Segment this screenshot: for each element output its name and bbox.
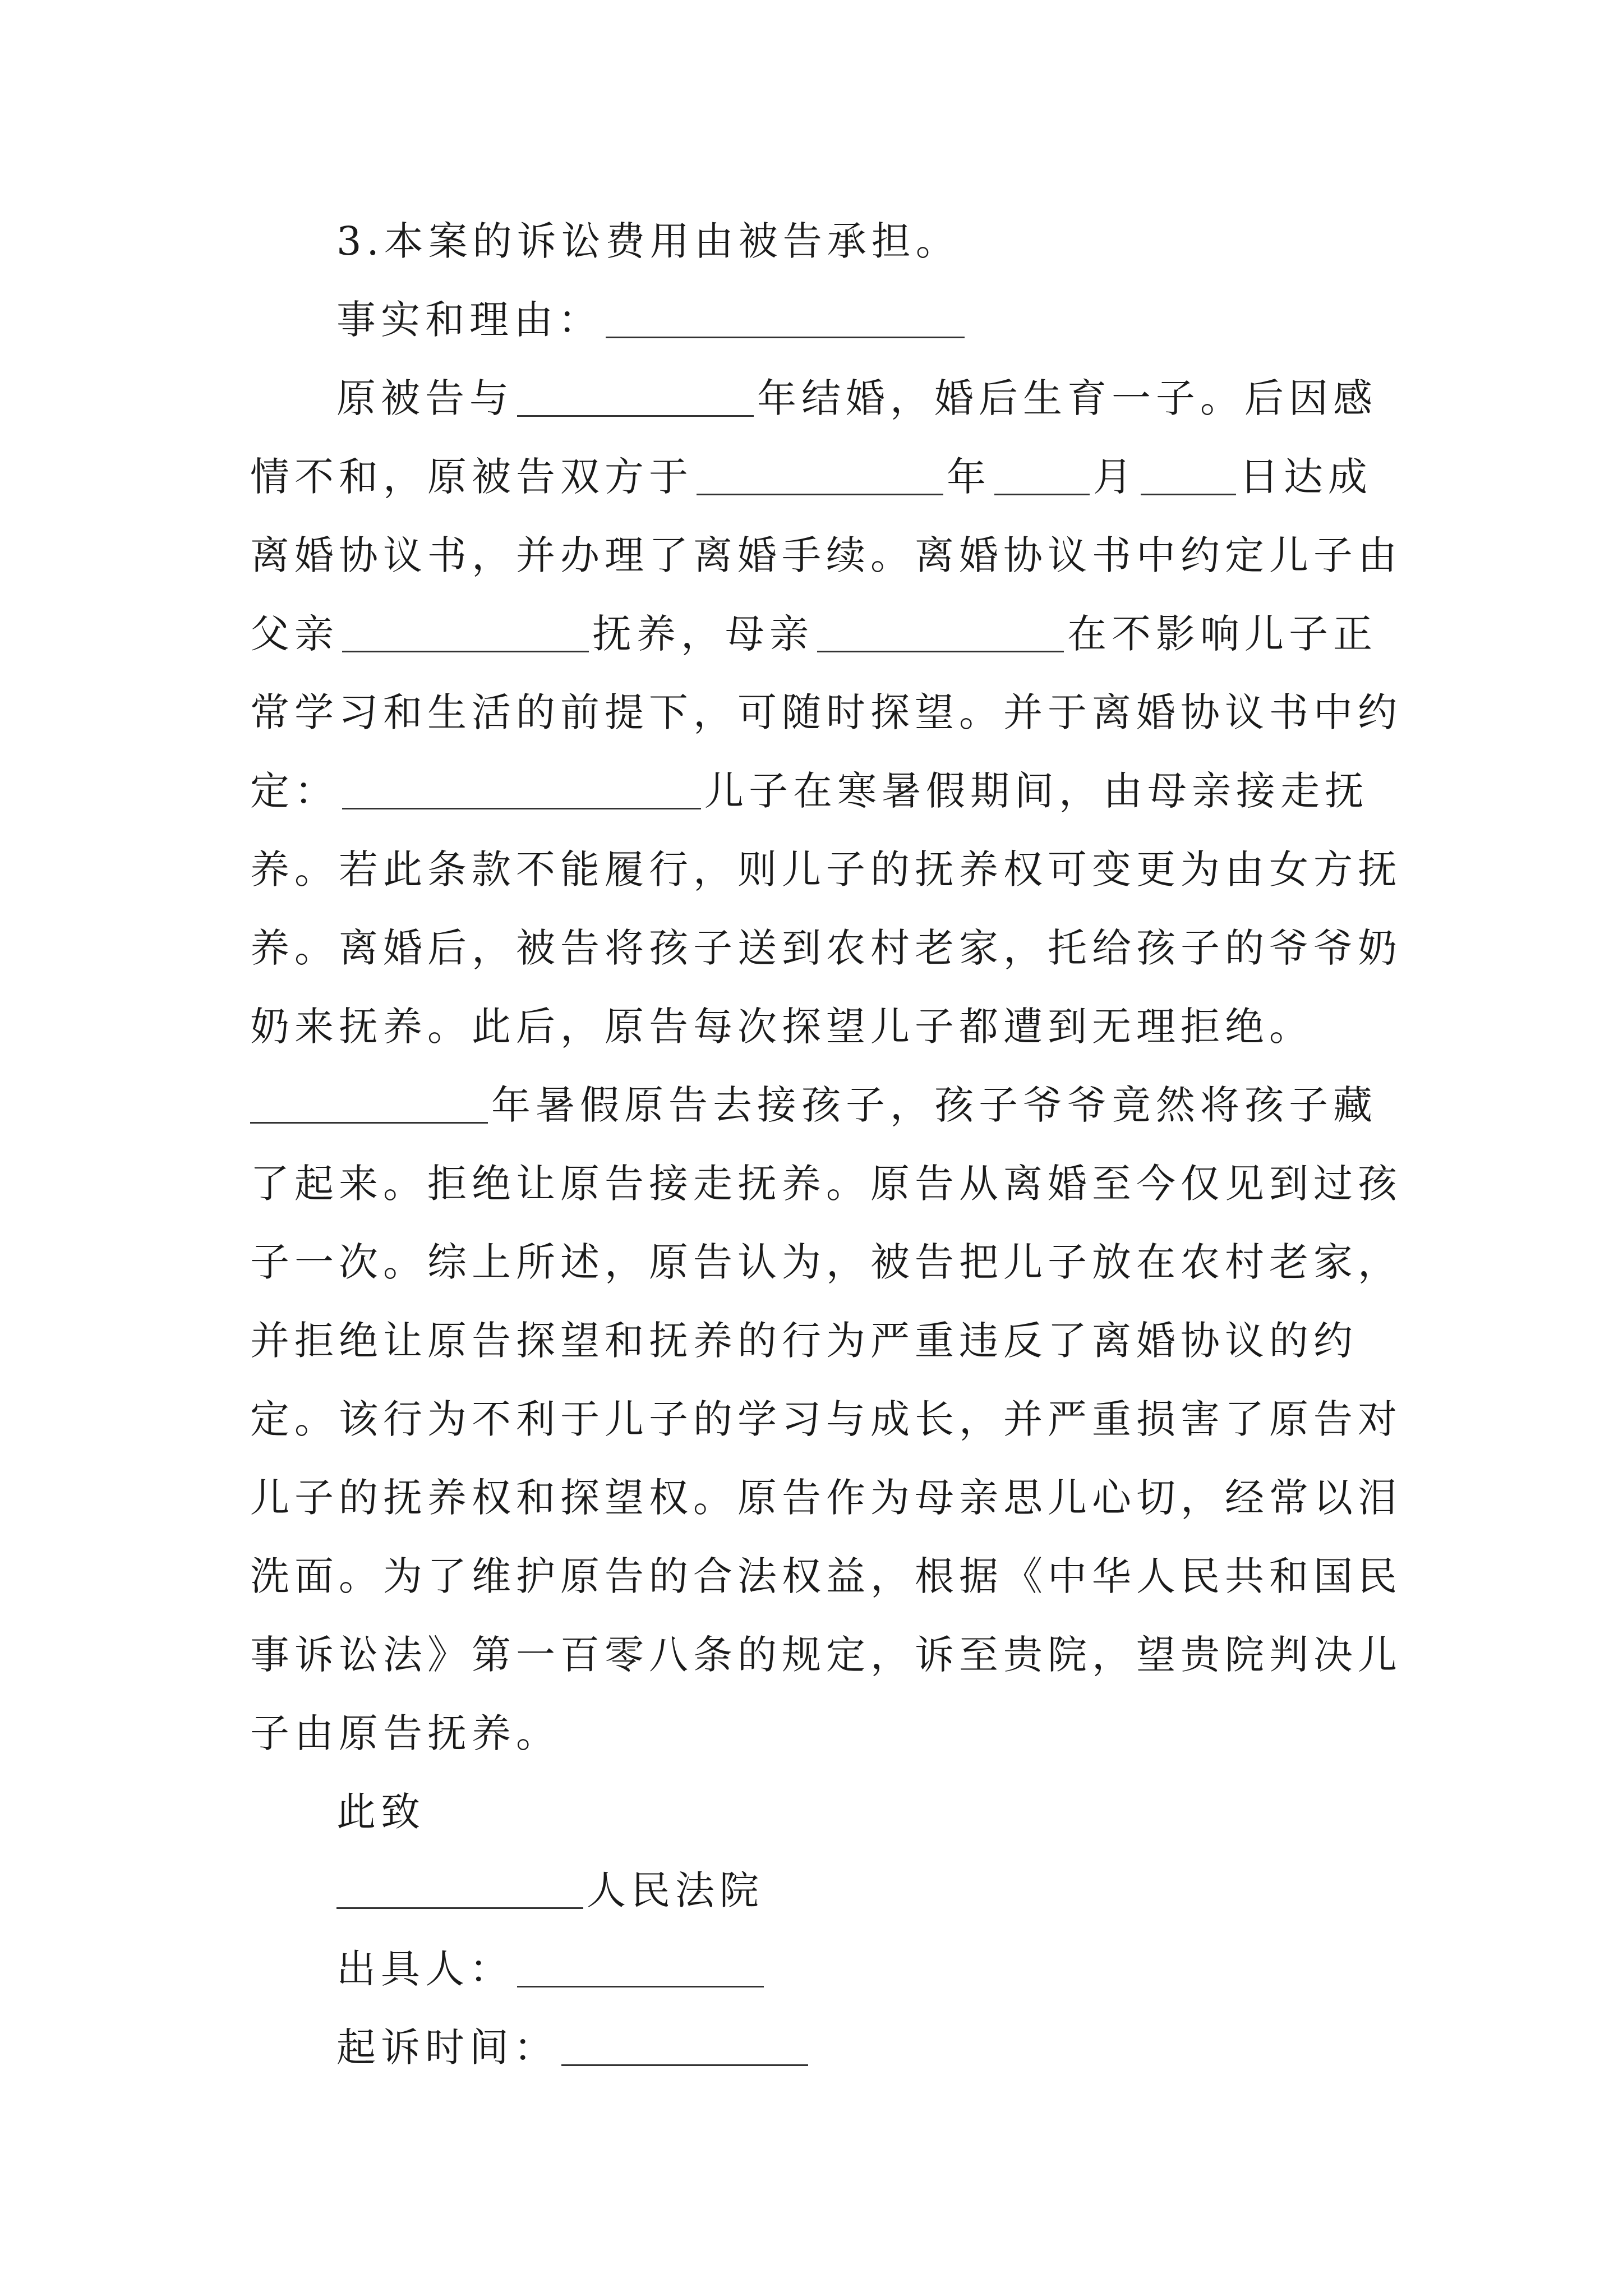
paragraph-line-5: 常学习和生活的前提下，可随时探望。并于离婚协议书中约 [250, 689, 1402, 735]
paragraph-line-7: 养。若此条款不能履行，则儿子的抚养权可变更为由女方抚 [250, 846, 1402, 892]
divorce-month-blank[interactable] [994, 459, 1090, 495]
divorce-year-blank[interactable] [697, 459, 943, 495]
paragraph-line-6: 定： 儿子在寒暑假期间，由母亲接走抚 [250, 768, 1369, 814]
paragraph-line-4: 父亲 抚养，母亲 在不影响儿子正 [250, 611, 1377, 657]
facts-heading: 事实和理由： [336, 280, 1377, 359]
issuer-line: 出具人： [336, 1930, 1377, 2008]
paragraph-line-12: 子一次。综上所述，原告认为，被告把儿子放在农村老家， [250, 1239, 1402, 1285]
paragraph-line-1: 原被告与 年结婚，婚后生育一子。后因感 [336, 375, 1377, 421]
summer-year-blank[interactable] [250, 1087, 488, 1124]
filing-date-blank[interactable] [561, 2030, 808, 2066]
court-line: 人民法院 [336, 1851, 1377, 1930]
paragraph-line-15: 儿子的抚养权和探望权。原告作为母亲思儿心切，经常以泪 [250, 1475, 1402, 1521]
divorce-day-blank[interactable] [1141, 459, 1236, 495]
claim-item-3: 3.本案的诉讼费用由被告承担。 [336, 218, 960, 264]
paragraph-line-11: 了起来。拒绝让原告接走抚养。原告从离婚至今仅见到过孩 [250, 1161, 1402, 1207]
paragraph-line-16: 洗面。为了维护原告的合法权益，根据《中华人民共和国民 [250, 1553, 1402, 1599]
paragraph-line-13: 并拒绝让原告探望和抚养的行为严重违反了离婚协议的约 [250, 1318, 1358, 1364]
paragraph-line-18: 子由原告抚养。 [250, 1710, 560, 1756]
mother-name-blank[interactable] [817, 616, 1064, 652]
agreement-clause-blank[interactable] [342, 773, 701, 809]
paragraph-line-17: 事诉讼法》第一百零八条的规定，诉至贵院，望贵院判决儿 [250, 1632, 1402, 1678]
paragraph-line-10: 年暑假原告去接孩子，孩子爷爷竟然将孩子藏 [250, 1066, 1377, 1144]
paragraph-line-2: 情不和，原被告双方于 年 月 日达成 [250, 454, 1372, 500]
paragraph-line-8: 养。离婚后，被告将孩子送到农村老家，托给孩子的爷爷奶 [250, 925, 1402, 971]
marriage-year-blank[interactable] [517, 380, 754, 417]
paragraph-line-9: 奶来抚养。此后，原告每次探望儿子都遭到无理拒绝。 [250, 1004, 1313, 1050]
filing-date-line: 起诉时间： [336, 2008, 1377, 2087]
court-name-blank[interactable] [336, 1872, 583, 1909]
facts-blank[interactable] [606, 302, 965, 338]
father-name-blank[interactable] [342, 616, 589, 652]
paragraph-line-14: 定。该行为不利于儿子的学习与成长，并严重损害了原告对 [250, 1396, 1402, 1442]
issuer-blank[interactable] [517, 1951, 764, 1987]
paragraph-line-3: 离婚协议书，并办理了离婚手续。离婚协议书中约定儿子由 [250, 532, 1402, 578]
closing-salutation: 此致 [336, 1789, 425, 1835]
